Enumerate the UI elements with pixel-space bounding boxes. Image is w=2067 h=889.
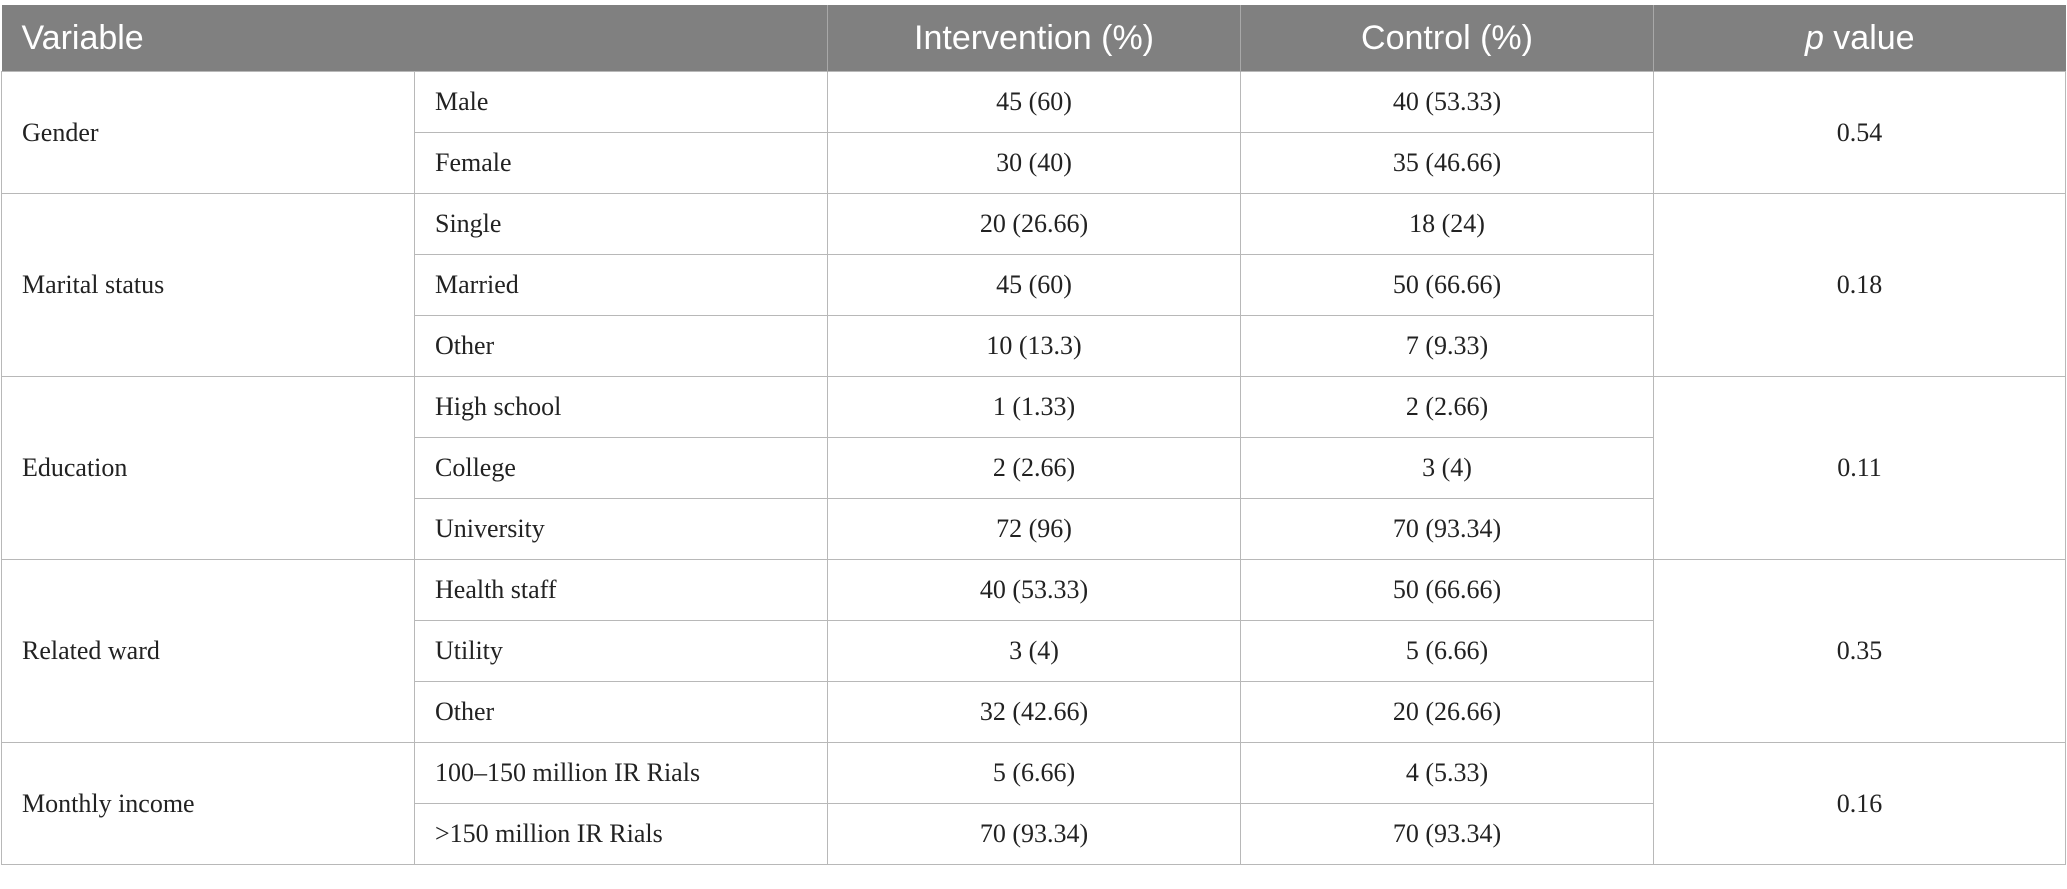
control-cell: 18 (24) [1241,194,1654,255]
category-cell: Other [415,682,828,743]
table-row [2,743,2066,804]
header-row [2,5,2066,72]
control-cell: 7 (9.33) [1241,316,1654,377]
intervention-cell: 40 (53.33) [828,560,1241,621]
p-value-cell: 0.18 [1654,194,2066,377]
header-control: Control (%) [1241,5,1654,72]
p-value-cell: 0.11 [1654,377,2066,560]
intervention-cell: 1 (1.33) [828,377,1241,438]
category-cell: Utility [415,621,828,682]
intervention-cell: 2 (2.66) [828,438,1241,499]
control-cell: 40 (53.33) [1241,72,1654,133]
p-value-cell: 0.54 [1654,72,2066,194]
table-row [2,72,2066,133]
header-p-value [1654,5,2066,72]
header-p-rest: value [1823,18,1915,57]
category-cell: High school [415,377,828,438]
category-cell: Male [415,72,828,133]
control-cell: 50 (66.66) [1241,255,1654,316]
category-cell: Other [415,316,828,377]
header-p-letter: p [1804,18,1824,57]
variable-name: Education [2,377,415,560]
category-cell: >150 million IR Rials [415,804,828,865]
header-variable: Variable [2,5,828,72]
table-header [2,5,2066,72]
category-cell: University [415,499,828,560]
variable-name: Gender [2,72,415,194]
control-cell: 50 (66.66) [1241,560,1654,621]
intervention-cell: 3 (4) [828,621,1241,682]
header-intervention: Intervention (%) [828,5,1241,72]
intervention-cell: 10 (13.3) [828,316,1241,377]
intervention-cell: 5 (6.66) [828,743,1241,804]
category-cell: College [415,438,828,499]
intervention-cell: 45 (60) [828,255,1241,316]
intervention-cell: 32 (42.66) [828,682,1241,743]
variable-name: Related ward [2,560,415,743]
category-cell: 100–150 million IR Rials [415,743,828,804]
control-cell: 4 (5.33) [1241,743,1654,804]
category-cell: Health staff [415,560,828,621]
intervention-cell: 45 (60) [828,72,1241,133]
demographics-table [1,5,2066,865]
variable-name: Marital status [2,194,415,377]
table-row [2,560,2066,621]
intervention-cell: 70 (93.34) [828,804,1241,865]
control-cell: 5 (6.66) [1241,621,1654,682]
control-cell: 20 (26.66) [1241,682,1654,743]
intervention-cell: 72 (96) [828,499,1241,560]
table-body [2,72,2066,865]
control-cell: 70 (93.34) [1241,804,1654,865]
category-cell: Married [415,255,828,316]
control-cell: 2 (2.66) [1241,377,1654,438]
control-cell: 35 (46.66) [1241,133,1654,194]
p-value-cell: 0.35 [1654,560,2066,743]
category-cell: Single [415,194,828,255]
table-row [2,377,2066,438]
intervention-cell: 30 (40) [828,133,1241,194]
intervention-cell: 20 (26.66) [828,194,1241,255]
control-cell: 3 (4) [1241,438,1654,499]
control-cell: 70 (93.34) [1241,499,1654,560]
table-row [2,194,2066,255]
category-cell: Female [415,133,828,194]
variable-name: Monthly income [2,743,415,865]
p-value-cell: 0.16 [1654,743,2066,865]
